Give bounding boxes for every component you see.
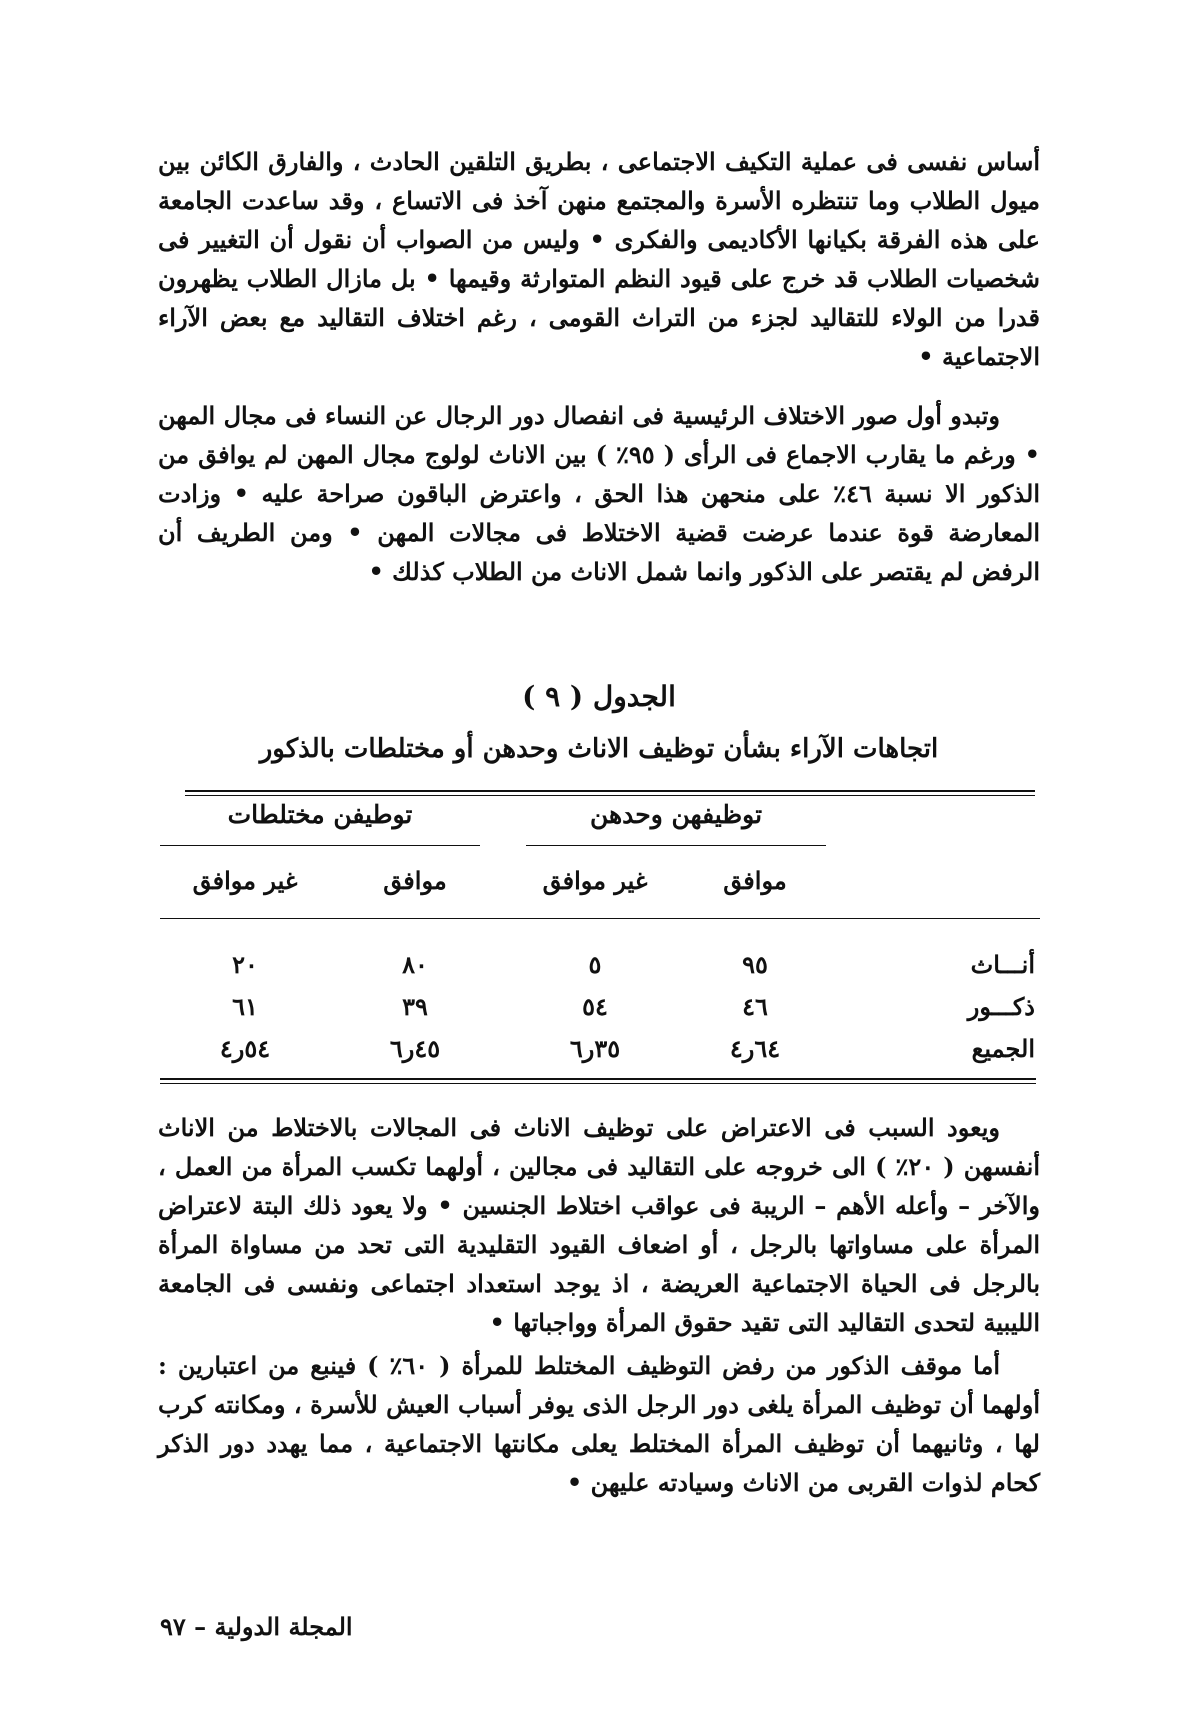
table-bottom-rule-thin [160,1083,1036,1084]
table-bottom-rule [160,1078,1036,1080]
table-cell: ٤٥ر٦ [389,1034,441,1063]
subheader-agree-alone: موافق [723,866,787,895]
paragraph-2: وتبدو أول صور الاختلاف الرئيسية فى انفصال دور الرجال عن النساء فى مجال المهن • ورغم ما يقارب الاجماع فى الرأى ( ٩٥٪ ) بين الاناث لولوج مجال المهن لم يوافق من الذكور الا نسبة ٤٦٪ على منحهن هذا الحق ، واعترض الباقون صراحة عليه • وزادت المعارضة قوة عندما عرضت قضية الاختلاط فى مجالات المهن • ومن الطريف أن الرفض لم يقتصر على الذكور وانما شمل الاناث من الطلاب كذلك • [158,401,1041,586]
paragraph-3: ويعود السبب فى الاعتراض على توظيف الاناث فى المجالات بالاختلاط من الاناث أنفسهن ( ٢٠٪ ) الى خروجه على التقاليد فى مجالين ، أولهما تكسب المرأة من العمل ، والآخر – وأعله الأهم – الريبة فى عواقب اختلاط الجنسين • ولا يعود ذلك البتة لاعتراض المرأة على مساواتها بالرجل ، أو اضعاف القيود التقليدية التى تحد من مساواة المرأة بالرجل فى الحياة الاجتماعية العريضة ، اذ يوجد استعداد اجتماعى ونفسى فى الجامعة الليبية لتحدى التقاليد التى تقيد حقوق المرأة وواجباتها • [158,1113,1040,1337]
group-rule-mixed [160,845,480,846]
row-label-females: أنـــاث [970,950,1035,979]
table-cell: ٥٤ر٤ [219,1034,271,1063]
group-header-mixed: توطيفن مختلطات [227,800,413,829]
paragraph-4: أما موقف الذكور من رفض التوظيف المختلط للمرأة ( ٦٠٪ ) فينبع من اعتبارين : أولهما أن توظيف المرأة يلغى دور الرجل الذى يوفر أسباب العيش للأسرة ، ومكانته كرب لها ، وثانيهما أن توظيف المرأة المختلط يعلى مكانتها الاجتماعية ، مما يهدد دور الذكر كحام لذوات القربى من الاناث وسيادته عليهن • [158,1351,1040,1497]
table-number: الجدول ( ٩ ) [522,680,676,713]
subheader-rule [160,918,1040,919]
group-header-alone: توظيفهن وحدهن [589,800,763,829]
table-cell: ٦١ [232,992,258,1021]
table-top-rule [185,790,1035,792]
table-top-rule-thin [185,795,1035,796]
group-rule-alone [526,845,826,846]
subheader-disagree-mixed: غير موافق [192,866,298,895]
table-caption: اتجاهات الآراء بشأن توظيف الاناث وحدهن أو مختلطات بالذكور [259,734,939,764]
table-cell: ٤٦ [742,992,768,1021]
table-cell: ٩٥ [742,950,768,979]
table-cell: ٦٤ر٤ [729,1034,781,1063]
table-cell: ٥٤ [582,992,608,1021]
table-cell: ٥ [588,950,602,979]
row-label-males: ذكـــور [967,992,1035,1021]
table-cell: ٢٠ [232,950,258,979]
row-label-total: الجميع [971,1034,1035,1063]
table-cell: ٨٠ [402,950,428,979]
subheader-disagree-alone: غير موافق [542,866,648,895]
subheader-agree-mixed: موافق [383,866,447,895]
page-footer: المجلة الدولية – ٩٧ [160,1612,353,1641]
paragraph-1: أساس نفسى فى عملية التكيف الاجتماعى ، بطريق التلقين الحادث ، والفارق الكائن بين ميول الطلاب وما تنتظره الأسرة والمجتمع منهن آخذ فى الاتساع ، وقد ساعدت الجامعة على هذه الفرقة بكيانها الأكاديمى والفكرى • وليس من الصواب أن نقول أن التغيير فى شخصيات الطلاب قد خرج على قيود النظم المتوارثة وقيمها • بل مازال الطلاب يظهرون قدرا من الولاء للتقاليد لجزء من التراث القومى ، رغم اختلاف التقاليد مع بعض الآراء الاجتماعية • [158,147,1040,371]
table-cell: ٣٩ [402,992,428,1021]
table-cell: ٣٥ر٦ [569,1034,621,1063]
